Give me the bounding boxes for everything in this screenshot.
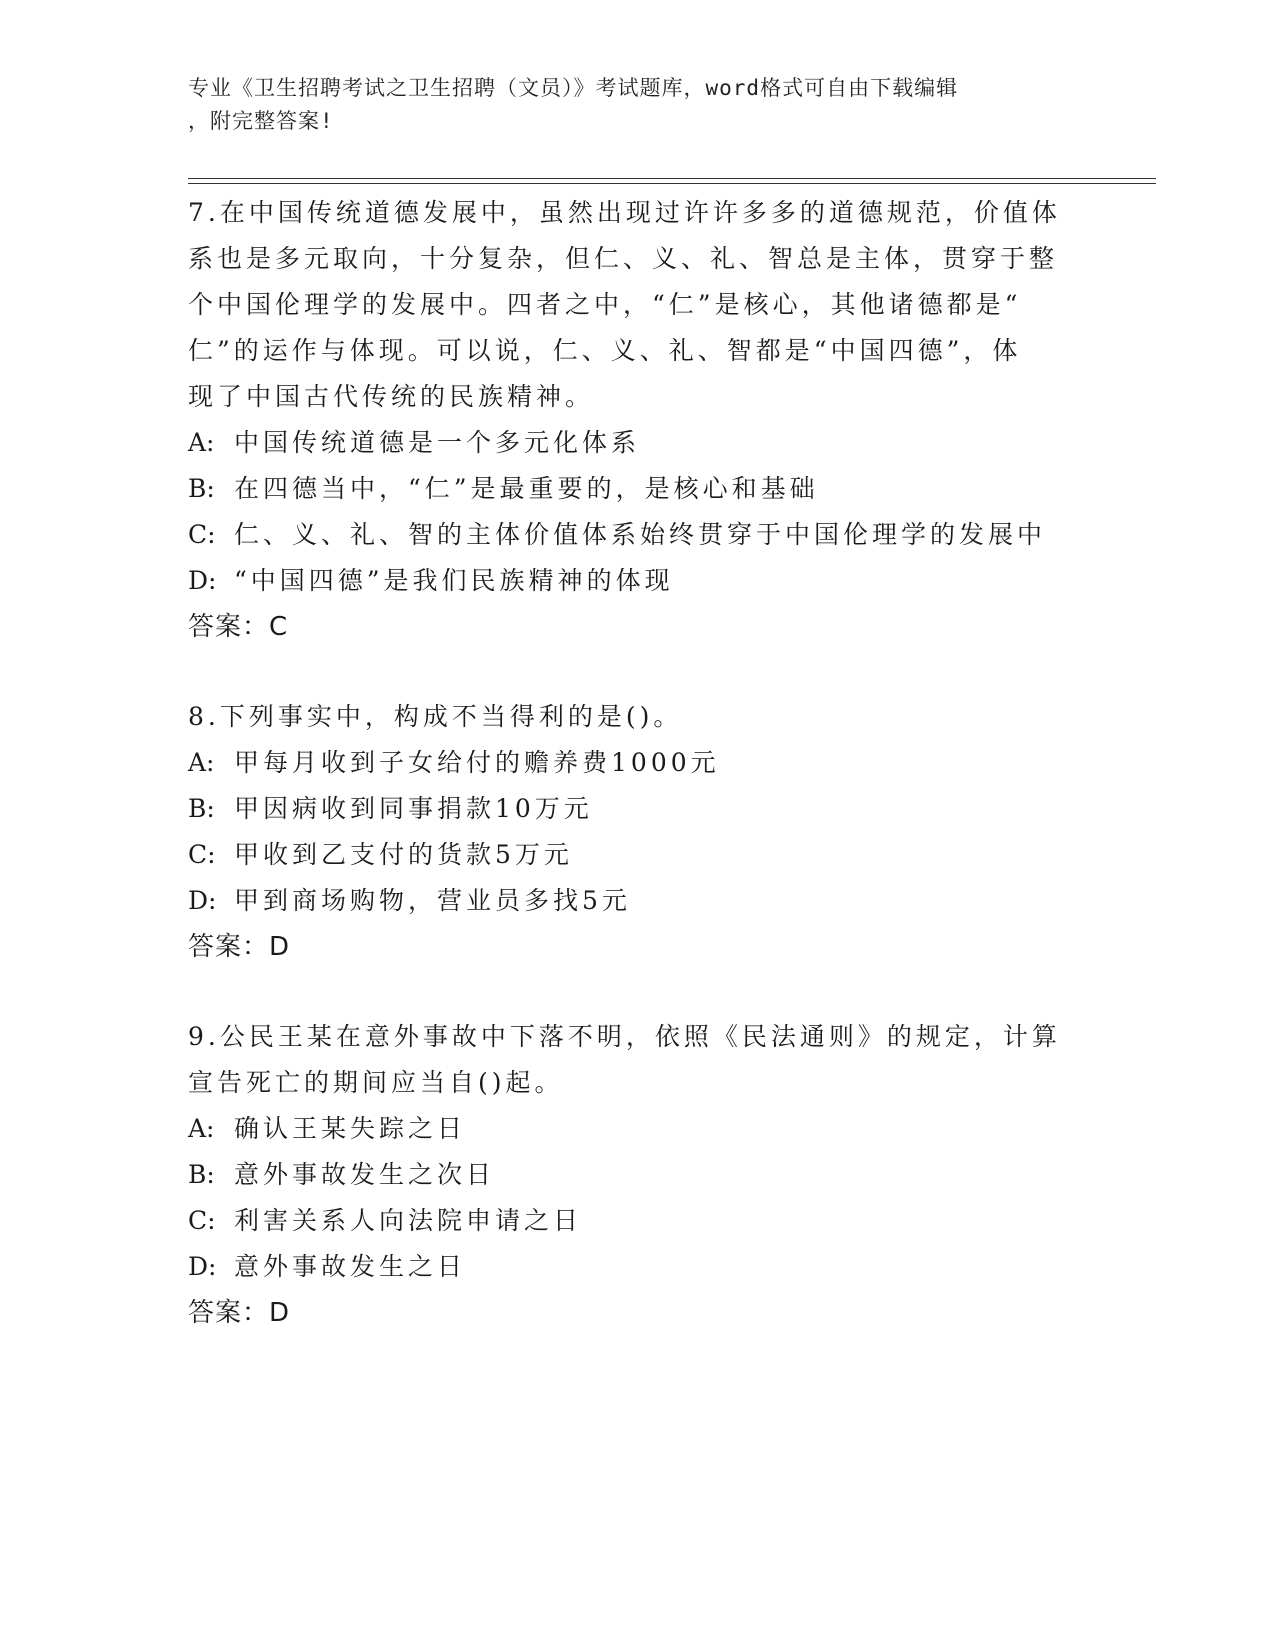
question-stem-line: 7.在中国传统道德发展中，虽然出现过许许多多的道德规范，价值体 bbox=[188, 198, 1061, 227]
option-key: A: bbox=[188, 428, 215, 457]
option-key: B: bbox=[188, 474, 215, 503]
answer-label: 答案：D bbox=[188, 1298, 291, 1328]
option-key: B: bbox=[188, 794, 215, 823]
question-stem-line: 仁”的运作与体现。可以说，仁、义、礼、智都是“中国四德”，体 bbox=[188, 336, 1022, 365]
option-text: 在四德当中，“仁”是最重要的，是核心和基础 bbox=[234, 474, 819, 503]
option-key: D: bbox=[188, 566, 217, 595]
option-key: D: bbox=[188, 886, 217, 915]
option-text: 利害关系人向法院申请之日 bbox=[234, 1206, 583, 1235]
question-7 bbox=[188, 190, 1108, 650]
question-9 bbox=[188, 1014, 1108, 1336]
option-b bbox=[188, 1152, 1108, 1198]
option-text: 甲因病收到同事捐款10万元 bbox=[234, 794, 593, 823]
header-line-2: ，附完整答案! bbox=[188, 109, 334, 133]
option-text: 甲收到乙支付的货款5万元 bbox=[234, 840, 573, 869]
answer-label: 答案：C bbox=[188, 612, 289, 642]
document-header bbox=[188, 72, 1068, 138]
header-divider-bottom bbox=[188, 183, 1156, 184]
option-key: C: bbox=[188, 840, 216, 869]
option-text: 中国传统道德是一个多元化体系 bbox=[234, 428, 641, 457]
question-8 bbox=[188, 694, 1108, 970]
option-c bbox=[188, 1198, 1108, 1244]
question-stem-line: 现了中国古代传统的民族精神。 bbox=[188, 382, 595, 411]
option-text: 甲每月收到子女给付的赡养费1000元 bbox=[234, 748, 720, 777]
option-text: 确认王某失踪之日 bbox=[234, 1114, 467, 1143]
question-stem-line: 宣告死亡的期间应当自()起。 bbox=[188, 1068, 564, 1097]
option-key: C: bbox=[188, 1206, 216, 1235]
option-key: C: bbox=[188, 520, 216, 549]
question-stem-line: 个中国伦理学的发展中。四者之中，“仁”是核心，其他诸德都是“ bbox=[188, 290, 1022, 319]
option-text: “中国四德”是我们民族精神的体现 bbox=[234, 566, 674, 595]
option-key: A: bbox=[188, 1114, 215, 1143]
option-d bbox=[188, 1244, 1108, 1290]
option-d bbox=[188, 878, 1108, 924]
question-stem-line: 9.公民王某在意外事故中下落不明，依照《民法通则》的规定，计算 bbox=[188, 1022, 1061, 1051]
question-stem-line: 8.下列事实中，构成不当得利的是()。 bbox=[188, 702, 683, 731]
option-text: 意外事故发生之次日 bbox=[234, 1160, 496, 1189]
option-a bbox=[188, 740, 1108, 786]
option-b bbox=[188, 786, 1108, 832]
option-key: A: bbox=[188, 748, 215, 777]
question-list bbox=[188, 190, 1108, 1336]
option-a bbox=[188, 420, 1108, 466]
option-a bbox=[188, 1106, 1108, 1152]
option-key: D: bbox=[188, 1252, 217, 1281]
question-spacer bbox=[188, 650, 1108, 694]
option-key: B: bbox=[188, 1160, 215, 1189]
question-stem-line: 系也是多元取向，十分复杂，但仁、义、礼、智总是主体，贯穿于整 bbox=[188, 244, 1059, 273]
option-d bbox=[188, 558, 1108, 604]
header-divider-top bbox=[188, 178, 1156, 179]
option-c bbox=[188, 512, 1108, 558]
option-text: 甲到商场购物，营业员多找5元 bbox=[234, 886, 631, 915]
option-text: 意外事故发生之日 bbox=[234, 1252, 467, 1281]
option-b bbox=[188, 466, 1108, 512]
header-line-1: 专业《卫生招聘考试之卫生招聘（文员）》考试题库，word格式可自由下载编辑 bbox=[188, 76, 959, 100]
answer-label: 答案：D bbox=[188, 932, 291, 962]
option-text: 仁、义、礼、智的主体价值体系始终贯穿于中国伦理学的发展中 bbox=[234, 520, 1047, 549]
option-c bbox=[188, 832, 1108, 878]
question-spacer bbox=[188, 970, 1108, 1014]
